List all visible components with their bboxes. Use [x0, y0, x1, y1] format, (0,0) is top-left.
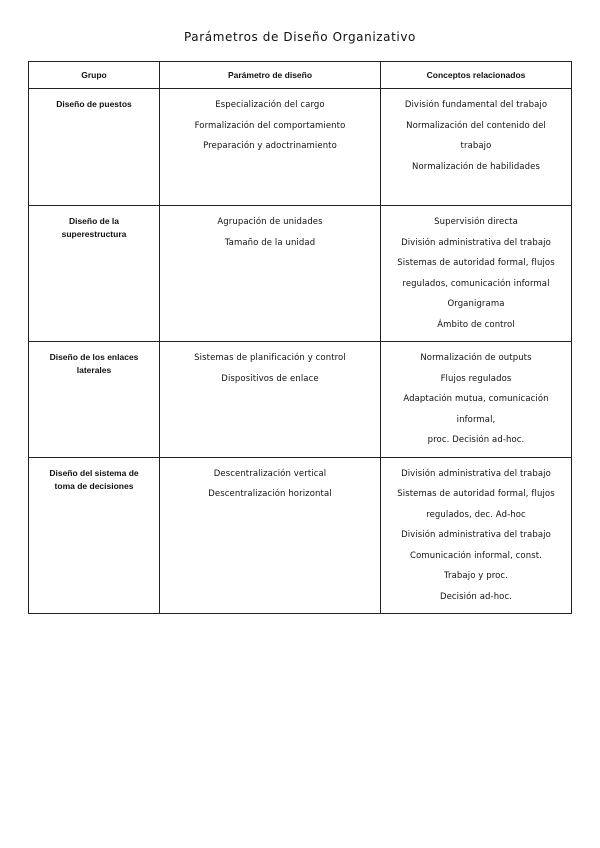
parameter-item: Tamaño de la unidad [224, 237, 316, 248]
concept-item: Sistemas de autoridad formal, flujos regulados, comunicación informal [397, 258, 555, 289]
concept-item: Flujos regulados [440, 373, 512, 384]
parameters-cell [160, 89, 381, 206]
table-row [29, 89, 572, 206]
parameter-item: Sistemas de planificación y control [194, 353, 346, 363]
concept-item: Normalización de habilidades [412, 161, 540, 172]
parameter-item: Dispositivos de enlace [221, 373, 319, 384]
concept-item: Supervisión directa [434, 217, 518, 227]
parameters-cell [160, 457, 381, 614]
concept-item: Normalización de outputs [420, 353, 532, 363]
parameter-item: Preparación y adoctrinamiento [203, 141, 337, 151]
parameter-item: Descentralización horizontal [208, 489, 332, 499]
table-header-row [29, 62, 572, 89]
concepts-cell [381, 206, 572, 342]
concept-item: Organigrama [447, 299, 505, 309]
concept-item: Ámbito de control [437, 319, 515, 330]
page-title: Parámetros de Diseño Organizativo [184, 30, 416, 44]
table-row [29, 206, 572, 342]
parameter-item: Especialización del cargo [215, 100, 325, 110]
group-cell: Diseño de los enlaces laterales [29, 342, 160, 458]
group-cell: Diseño del sistema de toma de decisiones [29, 457, 160, 614]
concepts-cell [381, 342, 572, 458]
header-grupo: Grupo [29, 62, 160, 89]
parameter-item: Agrupación de unidades [217, 217, 323, 227]
concepts-cell [381, 457, 572, 614]
concept-item: División administrativa del trabajo [401, 237, 551, 248]
concept-item: División administrativa del trabajo [401, 468, 551, 479]
group-cell: Diseño de puestos [29, 89, 160, 206]
concept-item: Comunicación informal, const. Trabajo y proc. [410, 550, 542, 581]
concept-item: Normalización del contenido del trabajo [406, 120, 546, 151]
concept-item: Adaptación mutua, comunicación informal, [403, 394, 549, 425]
parameters-cell [160, 206, 381, 342]
header-conceptos: Conceptos relacionados [381, 62, 572, 89]
table-row [29, 457, 572, 614]
header-parametro: Parámetro de diseño [160, 62, 381, 89]
concept-item: Decisión ad-hoc. [439, 591, 513, 602]
concept-item: División administrativa del trabajo [401, 530, 551, 540]
design-parameters-table [28, 61, 572, 614]
parameter-item: Descentralización vertical [213, 468, 327, 479]
parameter-item: Formalización del comportamiento [194, 120, 346, 131]
group-cell: Diseño de la superestructura [29, 206, 160, 342]
concepts-cell [381, 89, 572, 206]
table-row [29, 342, 572, 458]
parameters-cell [160, 342, 381, 458]
concept-item: División fundamental del trabajo [404, 100, 548, 110]
concept-item: proc. Decisión ad-hoc. [427, 435, 525, 445]
concept-item: Sistemas de autoridad formal, flujos regulados, dec. Ad-hoc [397, 489, 555, 520]
